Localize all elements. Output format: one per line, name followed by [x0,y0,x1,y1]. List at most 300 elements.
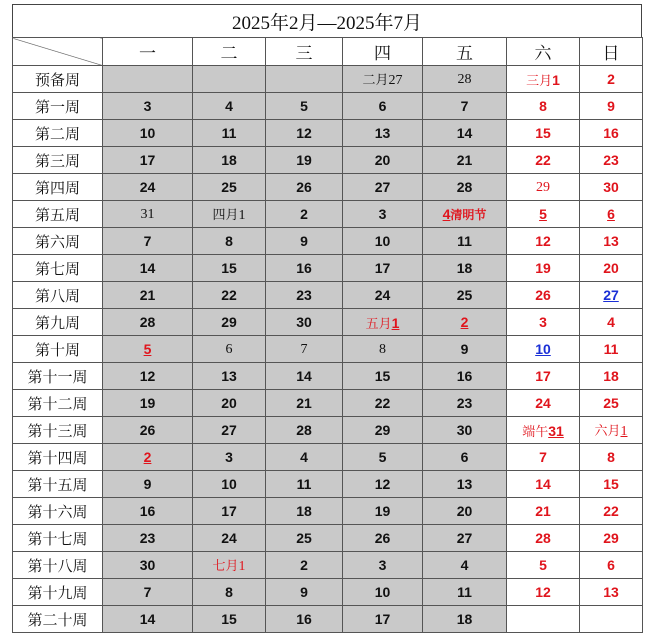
date-number: 22 [535,152,551,168]
date-cell [580,174,643,201]
date-number: 6 [607,557,615,573]
date-cell [193,471,266,498]
date-number: 10 [535,341,551,357]
date-number: 8 [539,98,547,114]
date-cell [193,444,266,471]
date-cell [343,525,423,552]
date-number: 19 [139,395,156,411]
weekday-header: 二 [193,38,266,66]
week-label: 第二十周 [13,606,103,633]
date-cell [343,498,423,525]
week-row [13,66,643,93]
date-cell [266,390,343,417]
date-number: 16 [456,368,473,384]
week-row [13,471,643,498]
date-number: 5 [143,341,152,357]
date-number: 17 [139,152,156,168]
calendar-title: 2025年2月—2025年7月 [12,4,642,37]
date-cell [103,525,193,552]
date-cell [266,471,343,498]
date-number: 1 [620,424,628,439]
date-number: 17 [221,503,237,519]
date-cell [103,120,193,147]
date-number: 3 [378,206,387,222]
week-row [13,363,643,390]
date-cell [266,525,343,552]
week-label: 第十二周 [13,390,103,417]
week-row [13,552,643,579]
date-cell [343,309,423,336]
date-number: 29 [603,530,619,546]
week-label: 第十九周 [13,579,103,606]
date-number: 12 [535,584,551,600]
date-number: 2 [607,71,615,87]
date-number: 7 [460,98,469,114]
date-number: 19 [374,503,391,519]
date-cell [423,147,507,174]
date-number: 24 [374,287,391,303]
date-number: 1 [391,314,400,331]
date-number: 26 [296,179,312,195]
date-number: 24 [535,395,551,411]
date-cell [266,201,343,228]
corner-cell [13,38,103,66]
date-number: 7 [300,342,308,357]
date-number: 10 [374,233,391,249]
date-cell [423,525,507,552]
date-number: 2 [300,557,308,573]
date-number: 4 [607,314,615,330]
date-cell [423,606,507,633]
date-cell [103,309,193,336]
date-number: 5 [378,449,387,465]
date-number: 30 [456,422,473,438]
date-cell [507,363,580,390]
date-cell [580,579,643,606]
date-cell [423,336,507,363]
date-cell [423,228,507,255]
date-cell [580,309,643,336]
week-row [13,120,643,147]
date-number: 14 [296,368,312,384]
date-cell [343,255,423,282]
date-number: 31 [140,207,155,222]
date-cell [423,66,507,93]
week-label: 第六周 [13,228,103,255]
week-row [13,147,643,174]
date-cell [580,282,643,309]
date-cell [343,228,423,255]
date-cell [580,336,643,363]
date-cell [266,174,343,201]
date-cell [507,66,580,93]
date-number: 14 [139,260,156,276]
date-cell [193,606,266,633]
date-cell [343,444,423,471]
month-label: 六月 [594,423,621,438]
date-cell [580,147,643,174]
date-cell [193,336,266,363]
date-number: 16 [296,611,312,627]
date-cell [343,390,423,417]
date-cell [103,66,193,93]
date-number: 24 [221,530,237,546]
weekday-header: 四 [343,38,423,66]
date-cell [266,93,343,120]
date-cell [193,93,266,120]
date-cell [193,390,266,417]
date-number: 12 [296,125,312,141]
date-number: 24 [139,179,156,195]
date-number: 27 [374,179,391,195]
date-cell [103,390,193,417]
week-row [13,417,643,444]
date-cell [507,444,580,471]
date-number: 12 [374,476,391,492]
month-label: 三月 [526,72,553,88]
week-label: 第十七周 [13,525,103,552]
date-cell [343,120,423,147]
date-cell [103,552,193,579]
week-row [13,201,643,228]
date-cell [507,606,580,633]
date-number: 9 [300,584,308,600]
date-number: 18 [456,260,473,276]
date-number: 13 [374,125,391,141]
date-cell [193,417,266,444]
date-number: 4 [442,205,451,222]
date-number: 26 [139,422,156,438]
date-cell [266,606,343,633]
week-label: 第十六周 [13,498,103,525]
date-cell [423,201,507,228]
school-calendar-table [12,37,643,633]
date-number: 5 [539,206,547,222]
date-cell [507,228,580,255]
weekday-header: 五 [423,38,507,66]
date-cell [343,201,423,228]
week-label: 第七周 [13,255,103,282]
date-cell [507,309,580,336]
date-number: 30 [139,557,156,573]
date-number: 11 [457,233,472,249]
date-number: 25 [603,395,619,411]
date-cell [103,363,193,390]
week-row [13,525,643,552]
date-number: 18 [221,152,237,168]
date-cell [193,201,266,228]
date-number: 22 [603,503,619,519]
date-cell [103,579,193,606]
date-number: 8 [225,584,233,600]
date-number: 27 [603,287,619,303]
date-number: 29 [221,314,237,330]
date-cell [103,174,193,201]
date-cell [423,282,507,309]
date-number: 21 [535,503,551,519]
date-number: 25 [296,530,312,546]
date-cell [193,552,266,579]
date-number: 23 [456,395,473,411]
date-number: 12 [139,368,156,384]
week-label: 第二周 [13,120,103,147]
date-number: 9 [300,233,308,249]
date-cell [103,336,193,363]
date-number: 14 [139,611,156,627]
date-number: 14 [535,476,551,492]
date-number: 22 [374,395,391,411]
week-label: 预备周 [13,66,103,93]
date-cell [103,444,193,471]
week-label: 第十三周 [13,417,103,444]
date-cell [507,390,580,417]
date-number: 9 [607,98,615,114]
date-number: 9 [460,341,469,357]
date-cell [580,498,643,525]
date-cell [580,471,643,498]
date-number: 16 [139,503,156,519]
date-cell [266,255,343,282]
date-cell [423,309,507,336]
date-number: 6 [460,449,469,465]
date-cell [580,444,643,471]
date-cell [103,228,193,255]
date-cell [423,390,507,417]
date-cell [580,363,643,390]
date-cell [580,417,643,444]
date-number: 28 [139,314,156,330]
week-row [13,444,643,471]
date-cell [103,93,193,120]
date-number: 11 [296,476,312,492]
date-number: 23 [139,530,156,546]
date-number: 17 [374,611,391,627]
date-cell [507,579,580,606]
date-number: 21 [296,395,312,411]
week-row [13,174,643,201]
date-number: 15 [221,260,237,276]
date-number: 6 [225,342,233,357]
week-label: 第九周 [13,309,103,336]
date-cell [580,66,643,93]
date-cell [266,228,343,255]
date-number: 7 [143,584,152,600]
date-number: 2 [460,314,469,330]
date-cell [507,471,580,498]
date-number: 30 [603,179,619,195]
date-cell [103,606,193,633]
week-row [13,606,643,633]
date-number: 1 [552,71,560,88]
week-row [13,390,643,417]
date-number: 3 [225,449,233,465]
date-cell [103,498,193,525]
date-number: 3 [143,98,152,114]
date-cell [507,120,580,147]
date-number: 5 [300,98,308,114]
week-label: 第十五周 [13,471,103,498]
weekday-header: 日 [580,38,643,66]
week-label: 第五周 [13,201,103,228]
date-number: 11 [603,341,619,357]
date-number: 13 [456,476,473,492]
date-number: 20 [456,503,473,519]
date-number: 12 [535,233,551,249]
week-label: 第十周 [13,336,103,363]
date-number: 16 [296,260,312,276]
date-number: 13 [221,368,237,384]
date-number: 14 [456,125,473,141]
date-number: 27 [456,530,473,546]
date-cell [343,606,423,633]
date-number: 28 [457,72,472,87]
date-cell [580,201,643,228]
month-label: 七月 [212,558,239,573]
month-label: 端午 [522,423,549,439]
date-cell [193,498,266,525]
date-number: 17 [374,260,391,276]
week-label: 第八周 [13,282,103,309]
date-cell [266,120,343,147]
date-cell [343,147,423,174]
date-number: 21 [139,287,156,303]
date-number: 29 [374,422,391,438]
week-label: 第三周 [13,147,103,174]
date-cell [507,336,580,363]
date-cell [103,417,193,444]
date-cell [423,417,507,444]
week-row [13,498,643,525]
week-row [13,282,643,309]
date-number: 16 [603,125,619,141]
date-number: 15 [535,125,551,141]
date-number: 8 [607,449,615,465]
week-label: 第十八周 [13,552,103,579]
date-cell [507,525,580,552]
weekday-header-row [13,38,643,66]
month-label: 五月 [365,315,392,331]
date-number: 27 [221,422,237,438]
date-cell [580,93,643,120]
date-cell [266,66,343,93]
date-cell [343,471,423,498]
date-number: 26 [374,530,391,546]
date-cell [266,309,343,336]
week-label: 第四周 [13,174,103,201]
date-number: 5 [539,557,547,573]
date-number: 28 [456,179,473,195]
date-cell [266,417,343,444]
date-cell [193,174,266,201]
date-number: 11 [221,125,237,141]
date-number: 7 [539,449,547,465]
date-cell [507,417,580,444]
date-cell [423,498,507,525]
date-cell [580,120,643,147]
date-cell [266,147,343,174]
date-cell [507,498,580,525]
date-number: 31 [548,422,564,439]
date-cell [580,255,643,282]
date-cell [193,228,266,255]
date-number: 26 [535,287,551,303]
date-cell [423,255,507,282]
week-label: 第十四周 [13,444,103,471]
date-cell [343,552,423,579]
date-cell [193,309,266,336]
date-cell [343,93,423,120]
date-cell [507,174,580,201]
week-row [13,309,643,336]
date-number: 28 [535,530,551,546]
date-number: 9 [143,476,152,492]
date-number: 21 [456,152,473,168]
week-row [13,228,643,255]
date-cell [193,363,266,390]
weekday-header: 一 [103,38,193,66]
date-number: 7 [143,233,152,249]
date-number: 19 [535,260,551,276]
date-cell [343,417,423,444]
weekday-header: 三 [266,38,343,66]
date-cell [343,579,423,606]
date-cell [423,363,507,390]
date-number: 18 [296,503,312,519]
date-cell [423,552,507,579]
date-cell [193,120,266,147]
date-cell [103,201,193,228]
date-cell [423,579,507,606]
date-number: 25 [456,287,473,303]
date-cell [507,147,580,174]
weekday-header: 六 [507,38,580,66]
date-number: 3 [539,314,547,330]
date-cell [343,66,423,93]
date-cell [580,228,643,255]
date-cell [103,255,193,282]
date-number: 8 [225,233,233,249]
week-row [13,336,643,363]
date-number: 29 [536,180,550,195]
date-cell [103,471,193,498]
date-cell [266,579,343,606]
date-cell [266,444,343,471]
week-row [13,579,643,606]
date-number: 6 [378,98,387,114]
date-number: 15 [374,368,391,384]
date-cell [423,174,507,201]
date-cell [507,255,580,282]
date-cell [343,282,423,309]
date-number: 4 [300,449,308,465]
week-row [13,93,643,120]
date-cell [266,498,343,525]
date-number: 11 [457,584,472,600]
date-number: 23 [603,152,619,168]
date-cell [507,282,580,309]
date-cell [103,147,193,174]
date-cell [507,552,580,579]
date-number: 2 [143,449,152,465]
date-number: 20 [603,260,619,276]
date-number: 18 [603,368,619,384]
date-cell [580,606,643,633]
date-cell [423,120,507,147]
date-cell [193,255,266,282]
date-number: 4 [225,98,233,114]
date-cell [580,525,643,552]
date-cell [193,147,266,174]
